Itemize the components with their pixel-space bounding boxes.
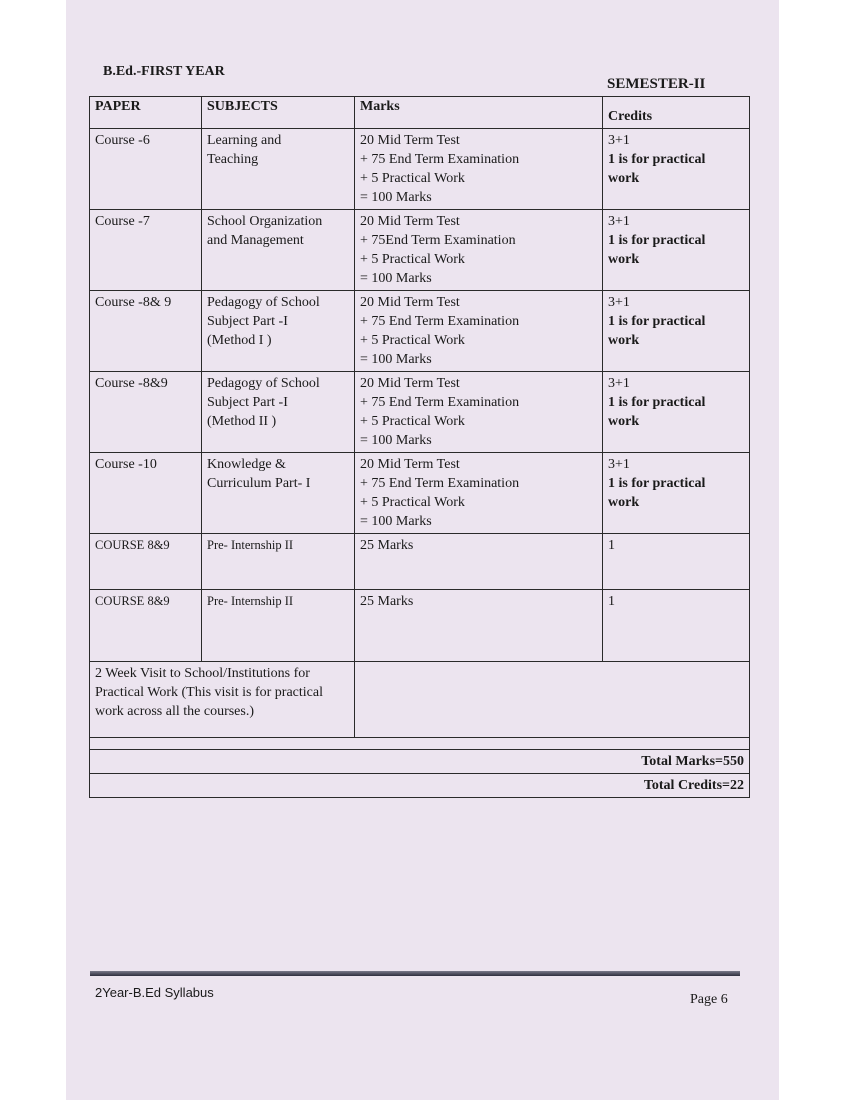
paper-cell: COURSE 8&9	[90, 590, 202, 662]
table-row	[90, 750, 750, 774]
header-credits: Credits	[603, 97, 750, 129]
table-row	[90, 534, 750, 590]
marks-cell: 20 Mid Term Test + 75End Term Examination + 5 Practical Work = 100 Marks	[355, 210, 603, 291]
credits-cell: 3+1 1 is for practical work	[603, 453, 750, 534]
table-row	[90, 662, 750, 738]
table-row	[90, 774, 750, 798]
credits-cell: 3+1 1 is for practical work	[603, 291, 750, 372]
credits-cell: 1	[603, 590, 750, 662]
marks-cell: 20 Mid Term Test + 75 End Term Examination + 5 Practical Work = 100 Marks	[355, 291, 603, 372]
visit-empty-cell	[355, 662, 750, 738]
table-row	[90, 453, 750, 534]
credits-cell: 1	[603, 534, 750, 590]
paper-cell: Course -8&9	[90, 372, 202, 453]
subject-cell: Knowledge & Curriculum Part- I	[202, 453, 355, 534]
table-row	[90, 590, 750, 662]
paper-cell: Course -7	[90, 210, 202, 291]
header-paper: PAPER	[90, 97, 202, 129]
table-row	[90, 210, 750, 291]
paper-cell: Course -8& 9	[90, 291, 202, 372]
marks-cell: 25 Marks	[355, 534, 603, 590]
marks-cell: 20 Mid Term Test + 75 End Term Examination + 5 Practical Work = 100 Marks	[355, 453, 603, 534]
subject-cell: Learning and Teaching	[202, 129, 355, 210]
credits-cell: 3+1 1 is for practical work	[603, 129, 750, 210]
marks-cell: 20 Mid Term Test + 75 End Term Examination + 5 Practical Work = 100 Marks	[355, 129, 603, 210]
total-credits: Total Credits=22	[90, 774, 750, 798]
total-marks: Total Marks=550	[90, 750, 750, 774]
subject-cell: Pre- Internship II	[202, 590, 355, 662]
subject-cell: Pedagogy of School Subject Part -I (Method I )	[202, 291, 355, 372]
marks-cell: 20 Mid Term Test + 75 End Term Examination + 5 Practical Work = 100 Marks	[355, 372, 603, 453]
marks-cell: 25 Marks	[355, 590, 603, 662]
table-header-row	[90, 97, 750, 129]
subject-cell: Pedagogy of School Subject Part -I (Method II )	[202, 372, 355, 453]
spacer-cell	[90, 738, 750, 750]
credits-cell: 3+1 1 is for practical work	[603, 210, 750, 291]
table-row	[90, 129, 750, 210]
table-row	[90, 738, 750, 750]
subject-cell: Pre- Internship II	[202, 534, 355, 590]
paper-cell: Course -6	[90, 129, 202, 210]
footer-divider	[90, 971, 740, 976]
paper-cell: Course -10	[90, 453, 202, 534]
subject-cell: School Organization and Management	[202, 210, 355, 291]
semester-heading: SEMESTER-II	[607, 76, 706, 92]
page-number: Page 6	[690, 992, 728, 1007]
syllabus-table	[89, 96, 750, 798]
table-row	[90, 291, 750, 372]
table-row	[90, 372, 750, 453]
paper-cell: COURSE 8&9	[90, 534, 202, 590]
credits-cell: 3+1 1 is for practical work	[603, 372, 750, 453]
footer-title: 2Year-B.Ed Syllabus	[95, 985, 214, 1000]
header-marks: Marks	[355, 97, 603, 129]
visit-note-cell: 2 Week Visit to School/Institutions for Practical Work (This visit is for practical work across all the courses.)	[90, 662, 355, 738]
year-heading: B.Ed.-FIRST YEAR	[103, 64, 225, 79]
header-subjects: SUBJECTS	[202, 97, 355, 129]
